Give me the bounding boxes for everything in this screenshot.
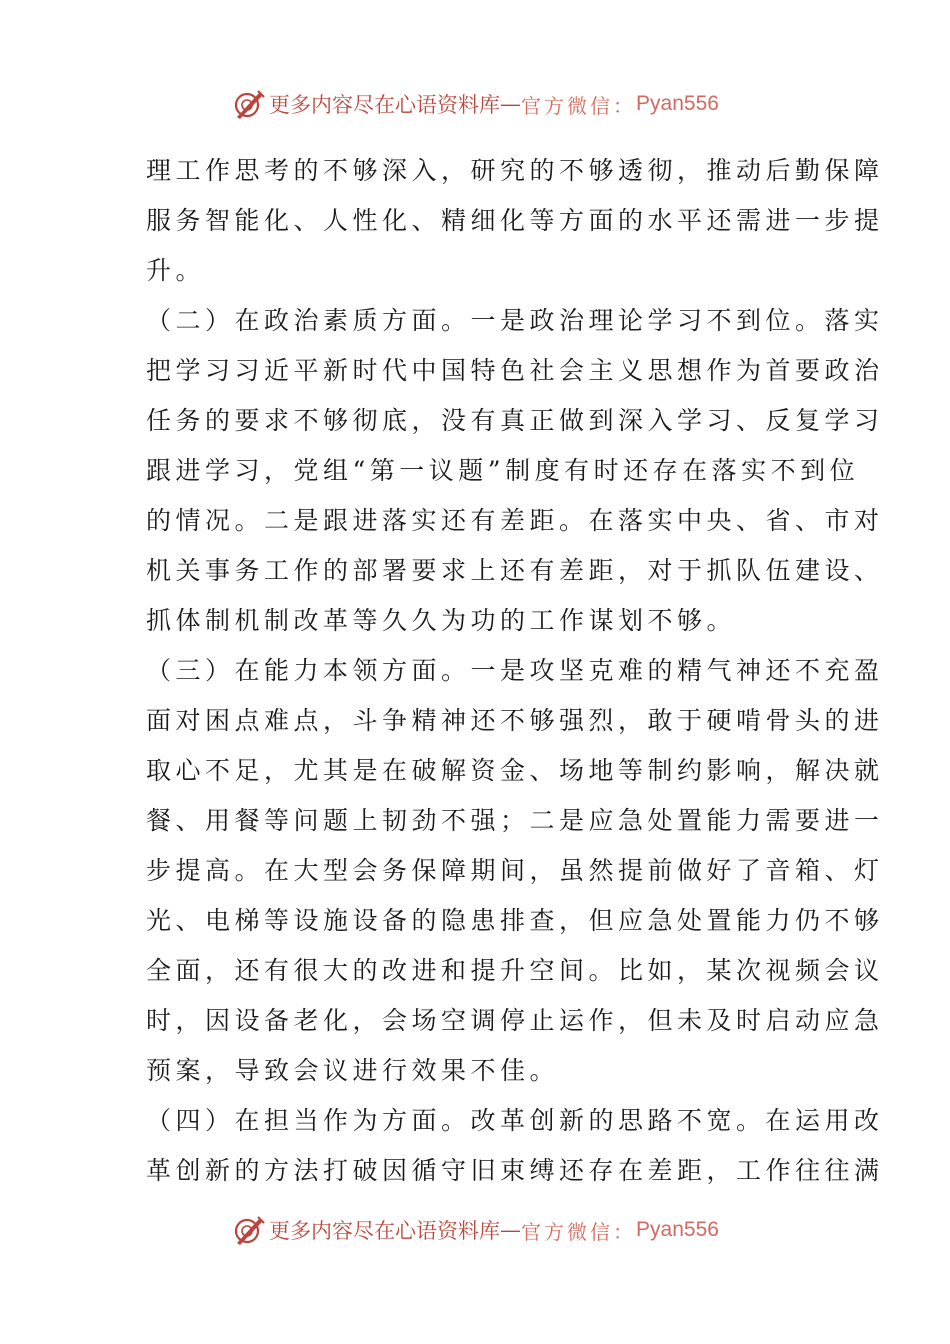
pen-circle-logo-icon (231, 1213, 265, 1247)
body-line: 面对困点难点，斗争精神还不够强烈，敢于硬啃骨头的进 (146, 706, 884, 735)
body-line: 步提高。在大型会务保障期间，虽然提前做好了音箱、灯 (146, 856, 884, 885)
body-line: 光、电梯等设施设备的隐患排查，但应急处置能力仍不够 (146, 906, 884, 935)
watermark-wechat-label: 官方微信： (521, 1219, 637, 1244)
document-body (146, 146, 884, 1196)
body-line: 的情况。二是跟进落实还有差距。在落实中央、省、市对 (146, 506, 884, 535)
body-line: 任务的要求不够彻底，没有真正做到深入学习、反复学习 (146, 406, 884, 435)
body-line: 理工作思考的不够深入，研究的不够透彻，推动后勤保障 (146, 156, 884, 185)
section-heading-line: （四）在担当作为方面。改革创新的思路不宽。在运用改 (146, 1106, 884, 1135)
watermark-wechat-id: Pyan556 (636, 1218, 719, 1241)
body-line: 预案，导致会议进行效果不佳。 (146, 1056, 560, 1085)
section-heading-line: （三）在能力本领方面。一是攻坚克难的精气神还不充盈 (146, 656, 884, 685)
body-line: 餐、用餐等问题上韧劲不强；二是应急处置能力需要进一 (146, 806, 884, 835)
section-heading-line: （二）在政治素质方面。一是政治理论学习不到位。落实 (146, 306, 884, 335)
pen-circle-logo-icon (231, 87, 265, 121)
body-line: 把学习习近平新时代中国特色社会主义思想作为首要政治 (146, 356, 884, 385)
body-line: 取心不足，尤其是在破解资金、场地等制约影响，解决就 (146, 756, 884, 785)
header-watermark (0, 84, 950, 124)
watermark-site-text: 更多内容尽在心语资料库 (269, 1219, 501, 1243)
watermark-wechat-label: 官方微信： (521, 93, 637, 118)
body-line: 全面，还有很大的改进和提升空间。比如，某次视频会议 (146, 956, 884, 985)
body-line: 服务智能化、人性化、精细化等方面的水平还需进一步提 (146, 206, 884, 235)
watermark-wechat-id: Pyan556 (636, 92, 719, 115)
body-line: 革创新的方法打破因循守旧束缚还存在差距，工作往往满 (146, 1156, 884, 1185)
body-line: 抓体制机制改革等久久为功的工作谋划不够。 (146, 606, 737, 635)
body-line: 机关事务工作的部署要求上还有差距，对于抓队伍建设、 (146, 556, 884, 585)
body-line: 升。 (146, 256, 206, 285)
watermark-dash: — (500, 92, 522, 116)
watermark-site-text: 更多内容尽在心语资料库 (269, 93, 501, 117)
body-line: 时，因设备老化，会场空调停止运作，但未及时启动应急 (146, 1006, 884, 1035)
footer-watermark (0, 1210, 950, 1250)
body-line: 跟进学习，党组“第一议题”制度有时还存在落实不到位 (146, 456, 860, 485)
watermark-dash: — (500, 1218, 522, 1242)
